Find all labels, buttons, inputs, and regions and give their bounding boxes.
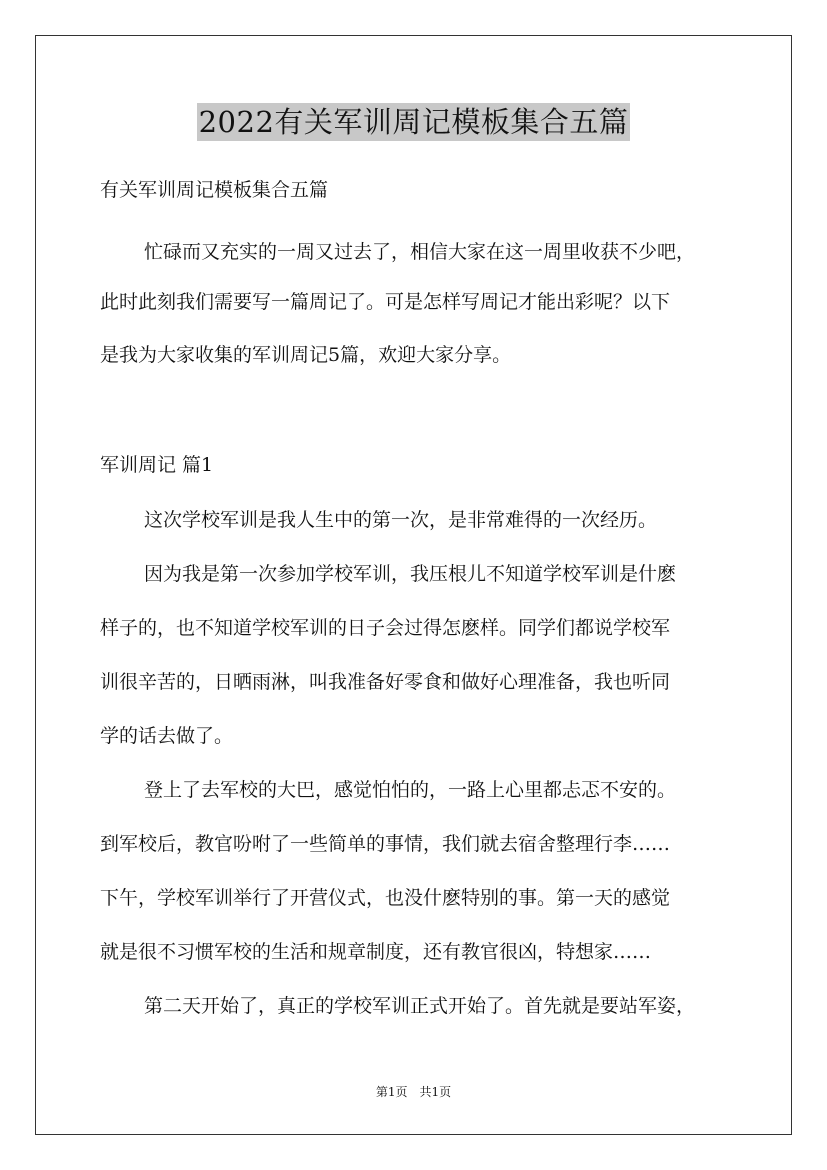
intro-line-1: 忙碌而又充实的一周又过去了，相信大家在这一周里收获不少吧， [144,241,696,263]
body-line-4: 训很辛苦的，日晒雨淋，叫我准备好零食和做好心理准备，我也听同 [100,671,671,693]
title-wrap [0,103,827,141]
body-line-9: 就是很不习惯军校的生活和规章制度，还有教官很凶，特想家…… [100,941,652,963]
intro-line-2: 此时此刻我们需要写一篇周记了。可是怎样写周记才能出彩呢？以下 [100,291,671,313]
body-line-3: 样子的，也不知道学校军训的日子会过得怎麽样。同学们都说学校军 [100,617,671,639]
page-number: 第1页 共1页 [375,1085,452,1099]
body-line-7: 到军校后，教官吩咐了一些简单的事情，我们就去宿舍整理行李…… [100,833,671,855]
body-line-1: 这次学校军训是我人生中的第一次，是非常难得的一次经历。 [144,509,658,531]
body-line-10: 第二天开始了，真正的学校军训正式开始了。首先就是要站军姿， [144,995,696,1017]
body-line-8: 下午，学校军训举行了开营仪式，也没什麽特别的事。第一天的感觉 [100,887,671,909]
section-heading: 军训周记 篇1 [100,454,214,476]
body-line-5: 学的话去做了。 [100,725,234,747]
document-title: 2022有关军训周记模板集合五篇 [198,105,629,139]
page-footer [0,1084,827,1100]
body-line-2: 因为我是第一次参加学校军训，我压根儿不知道学校军训是什麽 [144,563,677,585]
subtitle: 有关军训周记模板集合五篇 [100,179,329,201]
body-line-6: 登上了去军校的大巴，感觉怕怕的，一路上心里都忐忑不安的。 [144,779,677,801]
intro-line-3: 是我为大家收集的军训周记5篇，欢迎大家分享。 [100,344,512,366]
